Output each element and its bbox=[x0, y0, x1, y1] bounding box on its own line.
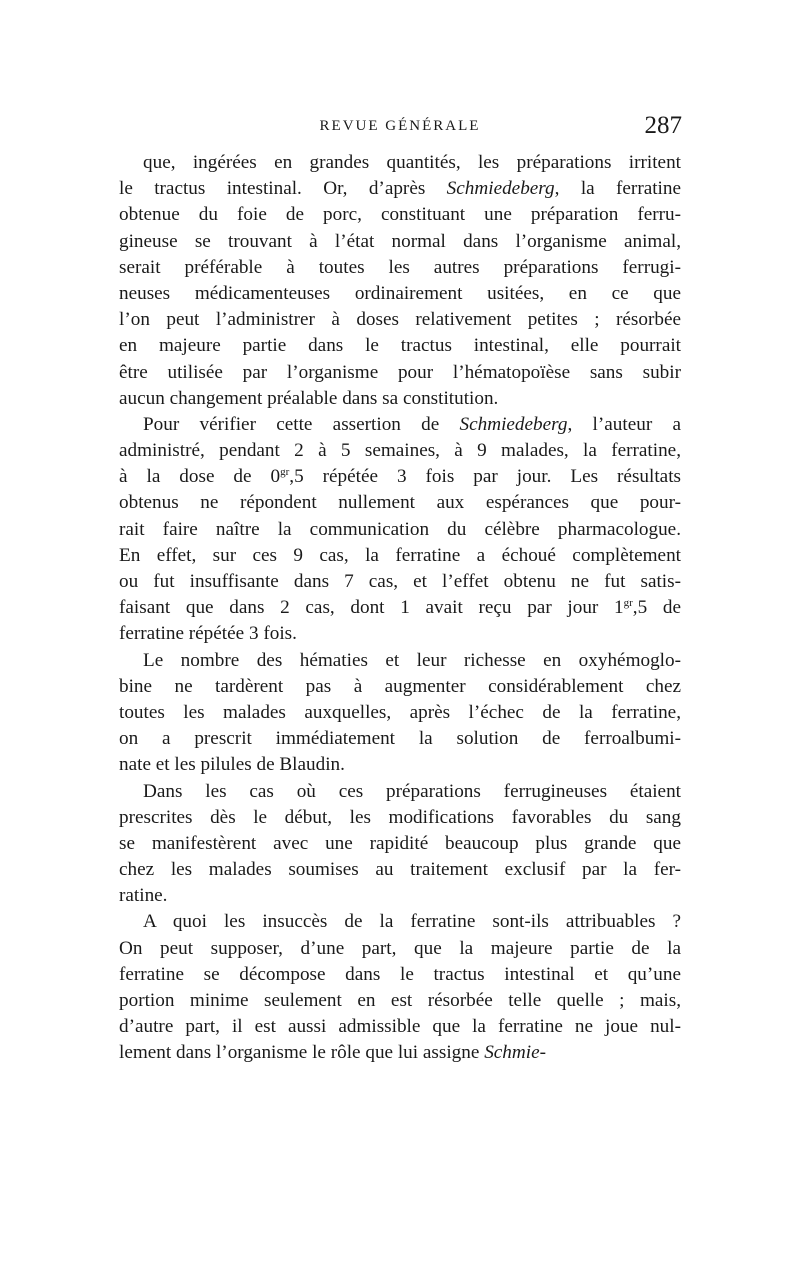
paragraph bbox=[119, 909, 681, 1066]
text-span: que, ingérées en grandes quantités, les préparations irritent bbox=[143, 152, 681, 173]
italic-text: Schmiedeberg bbox=[446, 178, 555, 200]
paragraph bbox=[119, 779, 681, 910]
text-span: En effet, sur ces 9 cas, la ferratine a échoué complètement bbox=[119, 544, 681, 566]
text-span: en majeure partie dans le tractus intestinal, elle pourrait bbox=[119, 335, 681, 357]
text-span: Dans les cas où ces préparations ferrugineuses étaient bbox=[143, 780, 681, 802]
superscript-text: gr bbox=[623, 597, 633, 610]
italic-text: Schmiedeberg bbox=[459, 413, 568, 435]
text-line bbox=[119, 726, 681, 752]
text-line bbox=[119, 543, 681, 569]
text-line bbox=[119, 386, 681, 412]
text-line bbox=[119, 805, 681, 831]
text-line bbox=[119, 229, 681, 255]
superscript-text: gr bbox=[280, 466, 290, 479]
text-line bbox=[119, 517, 681, 543]
text-span: ,5 répétée 3 fois par jour. Les résultats bbox=[289, 466, 681, 488]
text-span: rait faire naître la communication du célèbre pharmacologue. bbox=[119, 518, 681, 540]
text-span: obtenus ne répondent nullement aux espérances que pour- bbox=[119, 492, 681, 514]
text-line bbox=[119, 1040, 681, 1066]
text-span: ,5 de bbox=[632, 597, 681, 619]
text-line bbox=[119, 674, 681, 700]
text-span: bine ne tardèrent pas à augmenter considérablement chez bbox=[119, 675, 681, 697]
text-span: A quoi les insuccès de la ferratine sont-ils attribuables ? bbox=[143, 911, 681, 933]
text-line bbox=[119, 621, 681, 647]
text-span: neuses médicamenteuses ordinairement usitées, en ce que bbox=[119, 282, 681, 304]
text-line bbox=[119, 909, 681, 935]
text-line bbox=[119, 779, 681, 805]
text-line bbox=[119, 360, 681, 386]
text-span: gineuse se trouvant à l’état normal dans l’organisme animal, bbox=[119, 230, 681, 252]
text-span: ratine. bbox=[119, 885, 168, 907]
text-line bbox=[119, 202, 681, 228]
running-title: REVUE GÉNÉRALE bbox=[319, 118, 481, 134]
text-span: , la ferratine bbox=[554, 178, 681, 200]
italic-text: Schmie- bbox=[484, 1042, 546, 1064]
text-span: d’autre part, il est aussi admissible que la ferratine ne joue nul- bbox=[119, 1016, 681, 1038]
paragraph bbox=[119, 150, 681, 412]
text-span: nate et les pilules de Blaudin. bbox=[119, 754, 345, 776]
text-span: Pour vérifier cette assertion de bbox=[143, 413, 460, 435]
text-span: portion minime seulement en est résorbée telle quelle ; mais, bbox=[119, 990, 681, 1011]
text-line bbox=[119, 307, 681, 333]
text-span: On peut supposer, d’une part, que la majeure partie de la bbox=[119, 937, 681, 959]
text-line bbox=[119, 1014, 681, 1040]
text-span: l’on peut l’administrer à doses relativement petites ; résorbée bbox=[119, 309, 681, 331]
paragraph bbox=[119, 648, 681, 779]
text-span: chez les malades soumises au traitement exclusif par la fer- bbox=[119, 859, 681, 881]
text-span: Le nombre des hématies et leur richesse en oxyhémoglo- bbox=[143, 649, 681, 671]
text-span: ferratine répétée 3 fois. bbox=[119, 623, 297, 645]
text-span: serait préférable à toutes les autres préparations ferrugi- bbox=[119, 256, 681, 278]
text-span: à la dose de 0 bbox=[119, 466, 281, 488]
running-head bbox=[118, 112, 682, 142]
text-span: être utilisée par l’organisme pour l’hématopoïèse sans subir bbox=[119, 361, 681, 383]
text-line bbox=[119, 988, 681, 1014]
text-span: toutes les malades auxquelles, après l’échec de la ferratine, bbox=[119, 701, 681, 723]
text-span: aucun changement préalable dans sa constitution. bbox=[119, 387, 499, 409]
text-span: faisant que dans 2 cas, dont 1 avait reçu par jour 1 bbox=[119, 597, 624, 619]
body-text bbox=[119, 150, 681, 1067]
text-line bbox=[119, 936, 681, 962]
text-span: ou fut insuffisante dans 7 cas, et l’effet obtenu ne fut satis- bbox=[119, 571, 681, 592]
text-span: prescrites dès le début, les modifications favorables du sang bbox=[119, 806, 681, 828]
text-span: ferratine se décompose dans le tractus intestinal et qu’une bbox=[119, 963, 681, 985]
paragraph bbox=[119, 412, 681, 648]
text-span: lement dans l’organisme le rôle que lui assigne bbox=[119, 1042, 485, 1064]
text-span: le tractus intestinal. Or, d’après bbox=[119, 178, 447, 200]
text-line bbox=[119, 700, 681, 726]
text-line bbox=[119, 176, 681, 202]
text-line bbox=[119, 281, 681, 307]
text-line bbox=[119, 752, 681, 778]
text-line bbox=[119, 333, 681, 359]
text-line bbox=[119, 883, 681, 909]
text-line bbox=[119, 595, 681, 621]
page-number: 287 bbox=[644, 112, 682, 139]
text-span: obtenue du foie de porc, constituant une préparation ferru- bbox=[119, 204, 681, 226]
text-span: administré, pendant 2 à 5 semaines, à 9 malades, la ferratine, bbox=[119, 440, 681, 462]
text-span: , l’auteur a bbox=[567, 413, 681, 435]
text-line bbox=[119, 857, 681, 883]
text-line bbox=[119, 831, 681, 857]
text-line bbox=[119, 648, 681, 674]
text-line bbox=[119, 438, 681, 464]
text-line bbox=[119, 412, 681, 438]
text-span: on a prescrit immédiatement la solution de ferroalbumi- bbox=[119, 728, 681, 750]
text-line bbox=[119, 962, 681, 988]
text-line bbox=[119, 255, 681, 281]
text-line bbox=[119, 464, 681, 490]
text-span: se manifestèrent avec une rapidité beaucoup plus grande que bbox=[119, 832, 681, 854]
text-line bbox=[119, 490, 681, 516]
text-line bbox=[119, 150, 681, 176]
text-line bbox=[119, 569, 681, 595]
